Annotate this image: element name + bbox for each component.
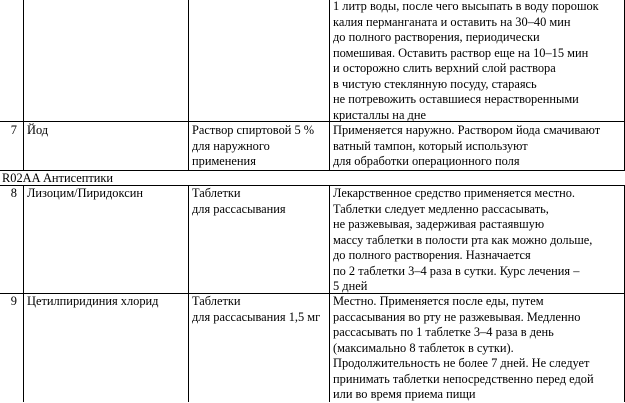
dosage-form: Раствор спиртовой 5 % для наружного применения: [192, 123, 315, 168]
row-number: 9: [10, 294, 17, 308]
usage-cell: Лекарственное средство применяется местно. Таблетки следует медленно рассасывать, не разжевывая, задерживая растаявшую массу таблетки в полости рта как можно дольше, до полного растворения. Назначается по 2 таблетки 3–4 раза в сутки. Курс лечения – 5 дней: [333, 186, 593, 293]
row-number: 7: [10, 123, 17, 137]
drug-name: Лизоцим/Пиридоксин: [27, 186, 143, 200]
dosage-form: Таблетки для рассасывания: [192, 186, 286, 216]
column-divider: [23, 0, 24, 170]
dosage-form: Таблетки для рассасывания 1,5 мг: [192, 294, 321, 324]
usage-cell: Применяется наружно. Раствором йода смачивают ватный тампон, который используют для обработки операционного поля: [333, 123, 601, 168]
usage-cell: 1 литр воды, после чего высыпать в воду порошок калия перманганата и оставить на 30–40 мин до полного растворения, периодически помешивая. Оставить раствор еще на 10–15 мин и осторожно слить верхний слой раствора в чистую стеклянную посуду, стараясь не потревожить оставшиеся нерастворенными кристаллы на дне: [333, 0, 599, 122]
usage-cell: Местно. Применяется после еды, путем рассасывания во рту не разжевывая. Медленно рассасывать по 1 таблетке 3–4 раза в день (максимально 8 таблеток в сутки). Продолжительность не более 7 дней. Не следует принимать таблетки непосредственно перед едой или во время приема пищи: [333, 294, 594, 401]
column-divider: [329, 0, 330, 170]
section-header: R02AA Антисептики: [2, 171, 114, 185]
column-divider: [188, 185, 189, 402]
drug-name: Цетилпиридиния хлорид: [27, 294, 159, 308]
column-divider: [23, 185, 24, 402]
column-divider: [188, 0, 189, 170]
drug-name: Йод: [27, 123, 49, 137]
row-number: 8: [10, 186, 17, 200]
